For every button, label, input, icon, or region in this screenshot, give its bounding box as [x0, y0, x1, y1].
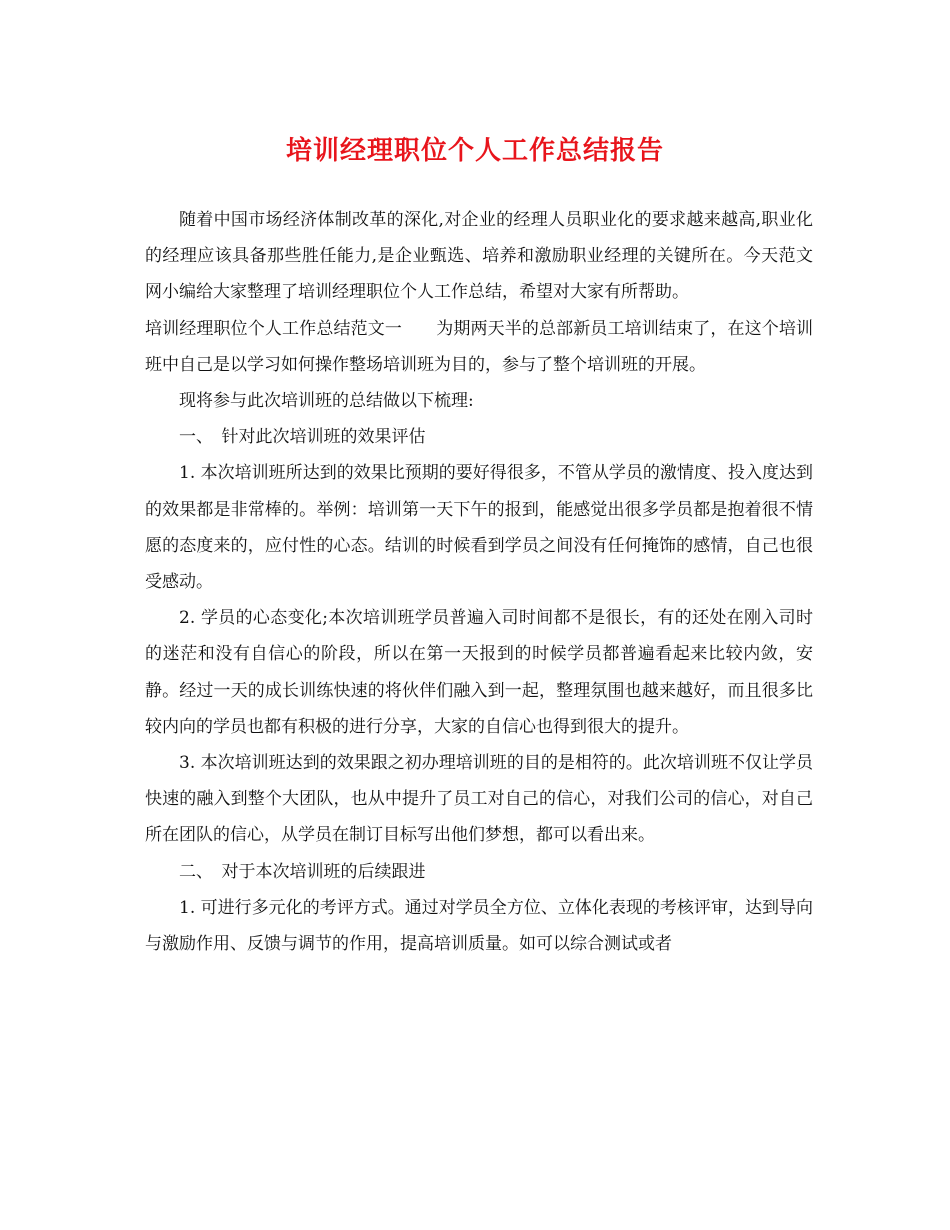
document-title: 培训经理职位个人工作总结报告 — [285, 136, 664, 166]
document-body — [145, 202, 813, 962]
paragraph-point-3: 3. 本次培训班达到的效果跟之初办理培训班的目的是相符的。此次培训班不仅让学员快速的融入到整个大团队，也从中提升了员工对自己的信心，对我们公司的信心，对自己所在团队的信心，从学员在制订目标写出他们梦想，都可以看出来。 — [145, 753, 813, 846]
section-heading-effect-evaluation: 一、 针对此次培训班的效果评估 — [179, 427, 426, 448]
section-heading-follow-up: 二、 对于本次培训班的后续跟进 — [179, 861, 426, 882]
paragraph-intro: 随着中国市场经济体制改革的深化,对企业的经理人员职业化的要求越来越高,职业化的经理应该具备那些胜任能力,是企业甄选、培养和激励职业经理的关键所在。今天范文网小编给大家整理了培训经理职位个人工作总结，希望对大家有所帮助。 — [145, 210, 813, 303]
paragraph-point-2: 2. 学员的心态变化;本次培训班学员普遍入司时间都不是很长，有的还处在刚入司时的迷茫和没有自信心的阶段，所以在第一天报到的时候学员都普遍看起来比较内敛，安静。经过一天的成长训练快速的将伙伴们融入到一起，整理氛围也越来越好，而且很多比较内向的学员也都有积极的进行分享，大家的自信心也得到很大的提升。 — [145, 608, 813, 737]
paragraph-point-1: 1. 本次培训班所达到的效果比预期的要好得很多，不管从学员的激情度、投入度达到的效果都是非常棒的。举例：培训第一天下午的报到，能感觉出很多学员都是抱着很不情愿的态度来的，应付性的心态。结训的时候看到学员之间没有任何掩饰的感情，自己也很受感动。 — [145, 463, 813, 593]
paragraph-sample-one: 培训经理职位个人工作总结范文一 为期两天半的总部新员工培训结束了，在这个培训班中自己是以学习如何操作整场培训班为目的，参与了整个培训班的开展。 — [145, 318, 813, 375]
paragraph-summary-lead: 现将参与此次培训班的总结做以下梳理: — [179, 391, 474, 412]
paragraph-follow-up-1: 1. 可进行多元化的考评方式。通过对学员全方位、立体化表现的考核评审，达到导向与激励作用、反馈与调节的作用，提高培训质量。如可以综合测试或者 — [145, 897, 813, 955]
